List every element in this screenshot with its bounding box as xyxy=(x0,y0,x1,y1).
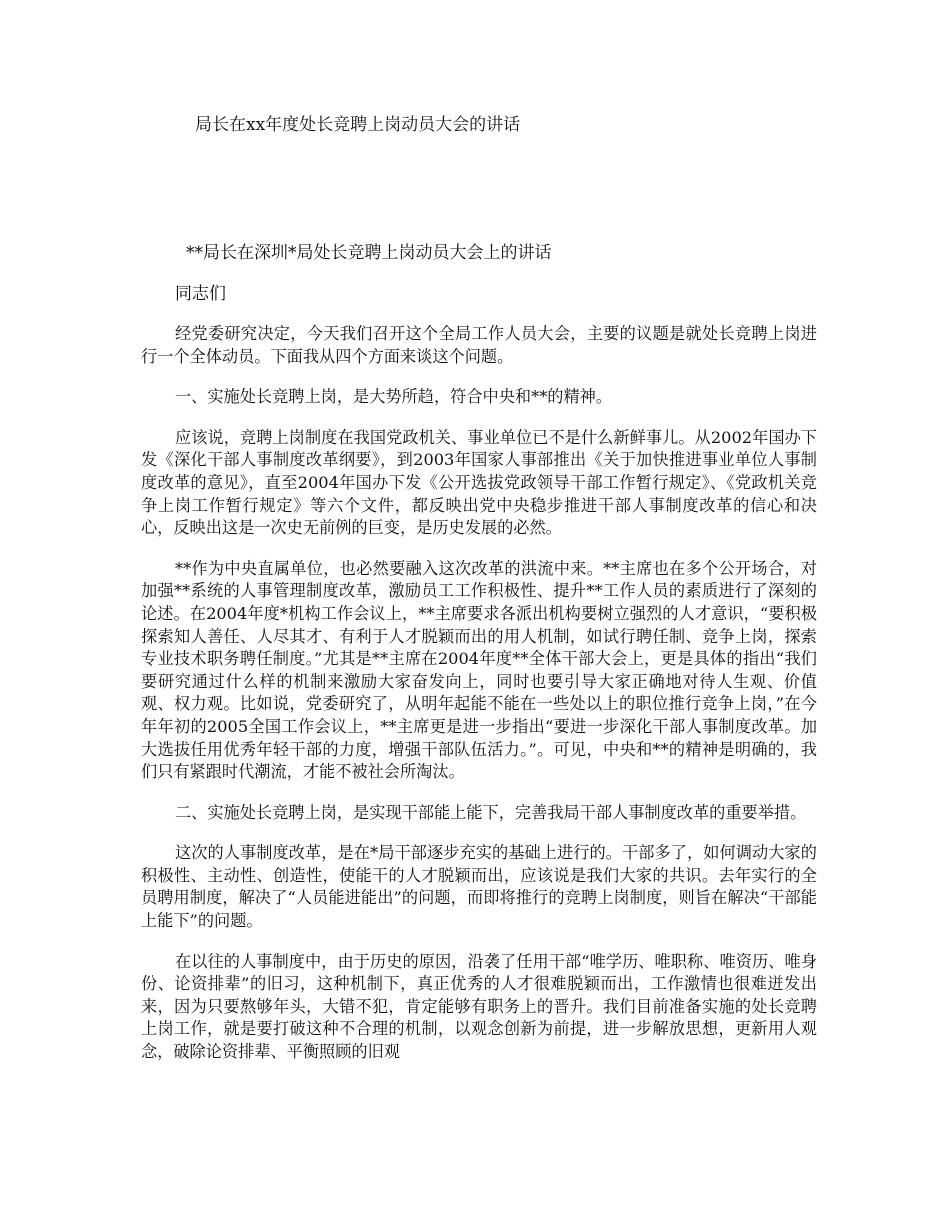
speech-title: **局长在深圳*局处长竞聘上岗动员大会上的讲话 xyxy=(186,243,552,263)
section-heading-two: 二、实施处长竞聘上岗，是实现干部能上能下，完善我局干部人事制度改革的重要举措。 xyxy=(175,802,807,822)
paragraph: 应该说，竞聘上岗制度在我国党政机关、事业单位已不是什么新鲜事儿。从2002年国办下发《深化干部人事制度改革纲要》，到2003年国家人事部推出《关于加快推进事业单位人事制度改革的意见》，直至2004年国办下发《公开选拔党政领导干部工作暂行规定》、《党政机关竞争上岗工作暂行规定》等六个文件，都反映出党中央稳步推进干部人事制度改革的信心和决心，反映出这是一次史无前例的巨变，是历史发展的必然。 xyxy=(141,427,817,538)
paragraph: 在以往的人事制度中，由于历史的原因，沿袭了任用干部“唯学历、唯职称、唯资历、唯身份、论资排辈”的旧习，这种机制下，真正优秀的人才很难脱颖而出，工作激情也很难迸发出来，因为只要熬够年头，大错不犯，肯定能够有职务上的晋升。我们目前准备实施的处长竞聘上岗工作，就是要打破这种不合理的机制，以观念创新为前提，进一步解放思想，更新用人观念，破除论资排辈、平衡照顾的旧观 xyxy=(141,951,817,1062)
section-heading-one: 一、实施处长竞聘上岗，是大势所趋，符合中央和**的精神。 xyxy=(175,387,613,407)
paragraph: **作为中央直属单位，也必然要融入这次改革的洪流中来。**主席也在多个公开场合，对加强**系统的人事管理制度改革，激励员工工作积极性、提升**工作人员的素质进行了深刻的论述。在2004年度*机构工作会议上，**主席要求各派出机构要树立强烈的人才意识，“要积极探索知人善任、人尽其才、有利于人才脱颖而出的用人机制，如试行聘任制、竞争上岗，探索专业技术职务聘任制度。”尤其是**主席在2004年度**全体干部大会上，更是具体的指出“我们要研究通过什么样的机制来激励大家奋发向上，同时也要引导大家正确地对待人生观、价值观、权力观。比如说，党委研究了，从明年起能不能在一些处以上的职位推行竞争上岗，”在今年年初的2005全国工作会议上，**主席更是进一步指出“要进一步深化干部人事制度改革。加大选拔任用优秀年轻干部的力度，增强干部队伍活力。”。可见，中央和**的精神是明确的，我们只有紧跟时代潮流，才能不被社会所淘汰。 xyxy=(141,558,817,782)
document-body xyxy=(141,281,817,1082)
document-title: 局长在xx年度处长竞聘上岗动员大会的讲话 xyxy=(195,115,521,135)
salutation: 同志们 xyxy=(175,284,226,304)
paragraph-intro: 经党委研究决定，今天我们召开这个全局工作人员大会，主要的议题是就处长竞聘上岗进行一个全体动员。下面我从四个方面来谈这个问题。 xyxy=(141,324,817,366)
paragraph: 这次的人事制度改革，是在*局干部逐步充实的基础上进行的。干部多了，如何调动大家的积极性、主动性、创造性，使能干的人才脱颖而出，应该说是我们大家的共识。去年实行的全员聘用制度，解决了“人员能进能出”的问题，而即将推行的竞聘上岗制度，则旨在解决“干部能上能下”的问题。 xyxy=(141,843,817,931)
